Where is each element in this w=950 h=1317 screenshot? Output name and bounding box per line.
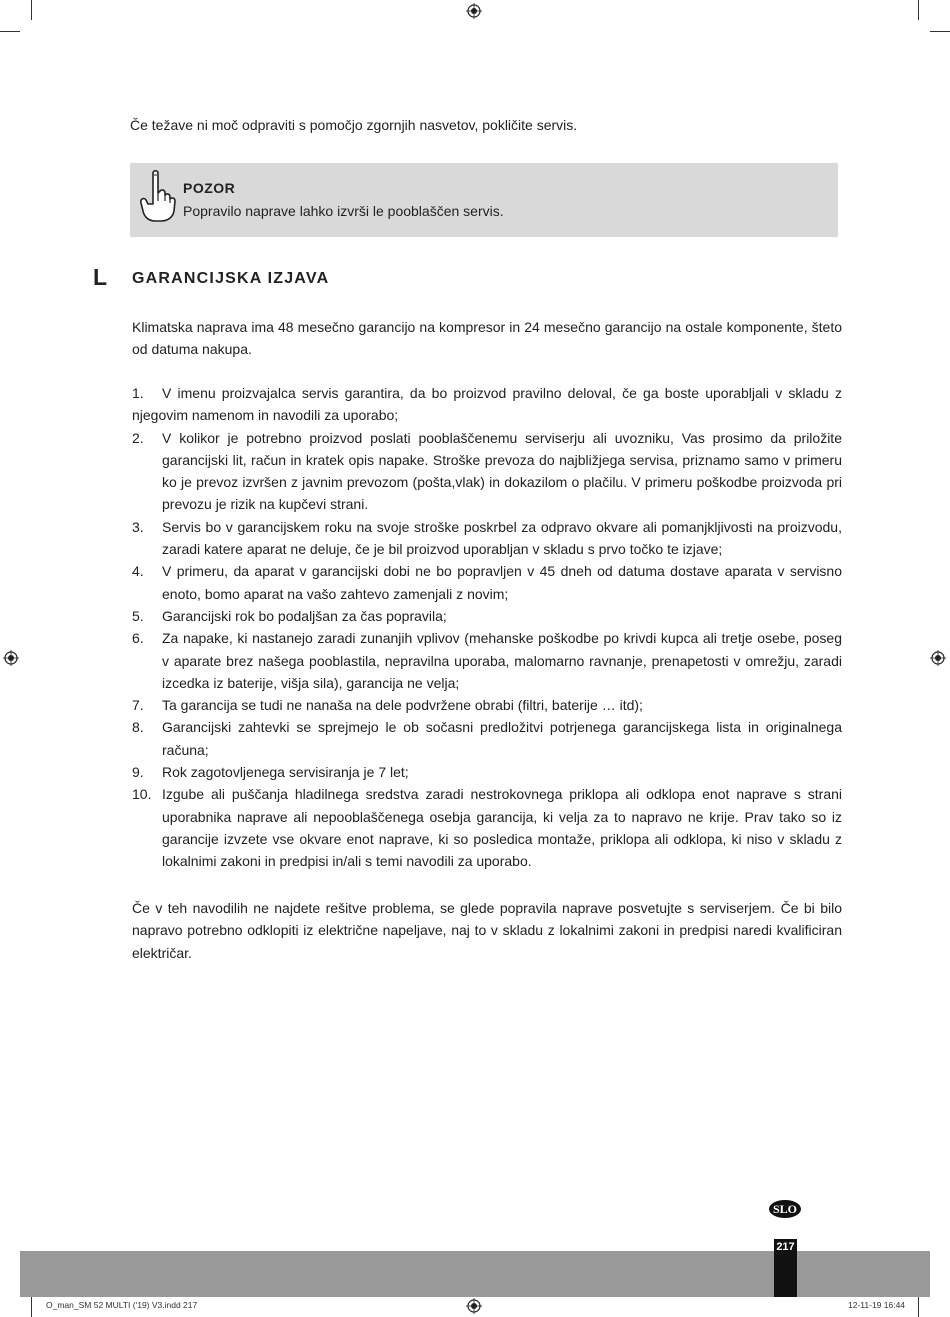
list-item <box>132 516 842 561</box>
list-item <box>132 694 842 716</box>
list-number: 8. <box>132 719 144 736</box>
closing-paragraph: Če v teh navodilih ne najdete rešitve problema, se glede popravila naprave posvetujte s serviserjem. Če bi bilo napravo potrebno odklopiti iz električne napeljave, naj to v skladu z lokalnimi zakoni in predpisi naredi kvalificiran električar. <box>132 900 842 961</box>
list-number: 4. <box>132 563 144 580</box>
intro-text: Če težave ni moč odpraviti s pomočjo zgornjih nasvetov, pokličite servis. <box>130 117 578 133</box>
registration-mark-icon <box>3 650 19 666</box>
list-item <box>132 783 842 872</box>
crop-mark <box>0 31 20 32</box>
list-text: Garancijski rok bo podaljšan za čas popravila; <box>162 607 447 624</box>
list-item <box>132 627 842 694</box>
list-number: 1. <box>132 385 144 401</box>
list-item <box>132 382 842 427</box>
list-text: V kolikor je potrebno proizvod poslati pooblaščenemu serviserju ali uvozniku, Vas prosimo da priložite garancijski lit, račun in kratek opis napake. Stroške prevoza do najbližjega servisa, priznamo samo v primeru ko je prevoz izvršen z javnim prevozom (pošta,vlak) in dokazilom o plačilu. V primeru poškodbe proizvoda pri prevozu je rizik na kupčevi strani. <box>162 429 842 513</box>
list-item <box>132 761 842 783</box>
list-text: V imenu proizvajalca servis garantira, da bo proizvod pravilno deloval, če ga boste uporabljali v skladu z njegovim namenom in navodili za uporabo; <box>132 385 842 424</box>
registration-mark-icon <box>466 1298 482 1314</box>
crop-mark <box>31 1297 32 1317</box>
list-item <box>132 560 842 605</box>
list-number: 6. <box>132 630 144 647</box>
crop-mark <box>918 0 919 20</box>
list-item <box>132 605 842 627</box>
date-slug: 12-11-19 16:44 <box>848 1300 906 1310</box>
note-text: Popravilo naprave lahko izvrši le pooblaščen servis. <box>183 203 504 219</box>
list-text: Servis bo v garancijskem roku na svoje stroške poskrbel za odpravo okvare ali pomanjkljivosti na proizvodu, zaradi katere aparat ne deluje, če je bil proizvod uporabljan v skladu s prvo točko te izjave; <box>162 518 842 558</box>
page-number: 217 <box>774 1239 797 1297</box>
pointing-hand-icon <box>136 169 176 223</box>
warning-note <box>130 163 838 237</box>
crop-mark <box>31 0 32 20</box>
section-letter: L <box>93 264 108 290</box>
crop-mark <box>918 1297 919 1317</box>
registration-mark-icon <box>930 650 946 666</box>
file-slug: O_man_SM 52 MULTI ('19) V3.indd 217 <box>46 1300 198 1310</box>
warranty-terms-list <box>132 382 842 873</box>
registration-mark-icon <box>466 3 482 19</box>
list-number: 2. <box>132 429 144 446</box>
list-number: 10. <box>132 786 152 803</box>
list-text: V primeru, da aparat v garancijski dobi ne bo popravljen v 45 dneh od datuma dostave aparata v servisno enoto, bomo aparat na vašo zahtevo zamenjali z novim; <box>162 563 842 602</box>
list-text: Rok zagotovljenega servisiranja je 7 let; <box>162 764 409 781</box>
list-number: 3. <box>132 518 144 535</box>
list-text: Za napake, ki nastanejo zaradi zunanjih vplivov (mehanske poškodbe po krivdi kupca ali tretje osebe, poseg v aparate brez našega pooblastila, nepravilna uporaba, malomarno ravnanje, prenapetosti v omrežju, zaradi izcedka iz baterije, višja sila), garancija ne velja; <box>162 630 842 691</box>
list-text: Izgube ali puščanja hladilnega sredstva zaradi nestrokovnega priklopa ali odklopa enot naprave s strani uporabnika naprave ali nepooblaščenega osebja garancija, ki velja za to napravo ne krije. Prav tako so iz garancije izvzete vse okvare enot naprave, ki so posledica montaže, priklopa ali odklopa, ki niso v skladu z lokalnimi zakoni in predpisi in/ali s temi navodili za uporabo. <box>162 786 842 870</box>
list-number: 7. <box>132 697 144 714</box>
list-number: 5. <box>132 607 144 624</box>
list-text: Garancijski zahtevki se sprejmejo le ob sočasni predložitvi potrjenega garancijskega lista in originalnega računa; <box>162 719 842 758</box>
section-title: GARANCIJSKA IZJAVA <box>132 270 330 287</box>
crop-mark <box>930 31 950 32</box>
note-title: POZOR <box>183 180 236 196</box>
list-text: Ta garancija se tudi ne nanaša na dele podvržene obrabi (filtri, baterije … itd); <box>162 697 643 714</box>
lead-paragraph: Klimatska naprava ima 48 mesečno garancijo na kompresor in 24 mesečno garancijo na ostale komponente, šteto od datuma nakupa. <box>132 319 842 358</box>
list-item <box>132 716 842 761</box>
list-item <box>132 427 842 516</box>
language-badge: SLO <box>769 1200 801 1218</box>
list-number: 9. <box>132 764 144 781</box>
